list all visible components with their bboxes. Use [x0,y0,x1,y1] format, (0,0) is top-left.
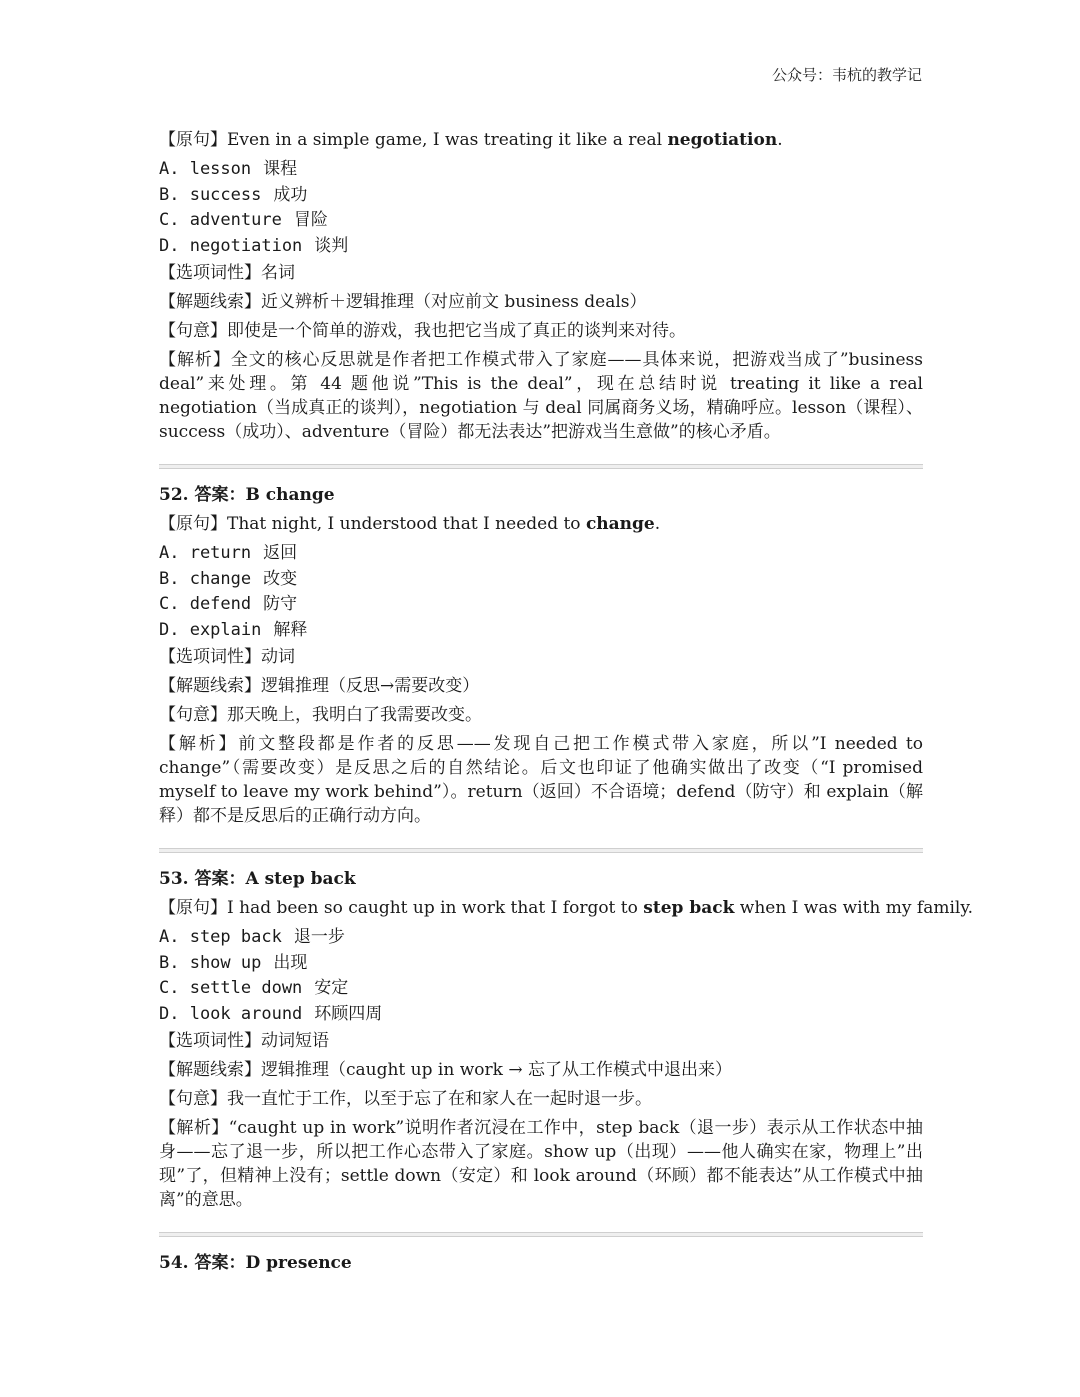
section-divider [159,464,923,469]
section-divider [159,848,923,853]
sentence-meaning: 【句意】那天晚上，我明白了我需要改变。 [159,705,482,725]
option-c: C. adventure 冒险 [159,210,328,230]
option-d: D. look around 环顾四周 [159,1003,383,1024]
option-a: A. return 返回 [159,543,298,563]
original-sentence [159,126,923,155]
document-body [159,126,974,1278]
original-text: 【原句】Even in a simple game, I was treating it like a real [159,130,668,150]
part-of-speech: 【选项词性】名词 [159,263,295,283]
analysis: 【解析】全文的核心反思就是作者把工作模式带入了家庭——具体来说，把游戏当成了”business deal”来处理。第 44 题他说”This is the deal”，现在总结时说 treating it like a real negotiation（当成真正的谈判），negotiation 与 deal 同属商务义场，精确呼应。lesson（课程）、success（成功）、adventure（冒险）都无法表达”把游戏当生意做”的核心矛盾。 [159,350,923,442]
option-d: D. negotiation 谈判 [159,235,349,256]
answer-word: step back [643,898,735,918]
question-51 [159,126,923,444]
answer-word: negotiation [667,130,778,150]
solving-clue: 【解题线索】逻辑推理（caught up in work → 忘了从工作模式中退出来） [159,1060,732,1080]
solving-clue: 【解题线索】近义辨析＋逻辑推理（对应前文 business deals） [159,292,647,312]
sentence-meaning: 【句意】即使是一个简单的游戏，我也把它当成了真正的谈判来对待。 [159,321,686,341]
solving-clue: 【解题线索】逻辑推理（反思→需要改变） [159,676,480,696]
answer-title: 52. 答案：B change [159,485,335,505]
original-sentence [159,894,974,923]
part-of-speech: 【选项词性】动词短语 [159,1031,329,1051]
question-54 [159,1249,923,1278]
part-of-speech: 【选项词性】动词 [159,647,295,667]
original-text-end: . [654,514,661,534]
option-c: C. settle down 安定 [159,978,349,998]
original-text-end: . [777,130,783,150]
original-text: 【原句】That night, I understood that I needed to [159,514,586,534]
question-53 [159,865,974,1212]
answer-title: 53. 答案：A step back [159,869,356,889]
question-52 [159,481,923,828]
option-b: B. change 改变 [159,568,298,589]
section-divider [159,1232,923,1237]
original-text: 【原句】I had been so caught up in work that I forgot to [159,898,644,918]
sentence-meaning: 【句意】我一直忙于工作，以至于忘了在和家人在一起时退一步。 [159,1089,652,1109]
original-text-end: when I was with my family. [734,898,974,918]
option-a: A. step back 退一步 [159,927,345,947]
option-a: A. lesson 课程 [159,159,298,179]
analysis: 【解析】前文整段都是作者的反思——发现自己把工作模式带入家庭，所以”I needed to change”（需要改变）是反思之后的自然结论。后文也印证了他确实做出了改变（“I promised myself to leave my work behind”）。return（返回）不合语境；defend（防守）和 explain（解释）都不是反思后的正确行动方向。 [159,734,923,826]
option-b: B. show up 出现 [159,952,308,973]
option-d: D. explain 解释 [159,619,308,640]
option-b: B. success 成功 [159,184,308,205]
answer-word: change [585,514,655,534]
answer-title: 54. 答案：D presence [159,1253,352,1273]
page-header: 公众号：韦杭的教学记 [771,66,922,84]
original-sentence [159,510,923,539]
analysis: 【解析】“caught up in work”说明作者沉浸在工作中，step back（退一步）表示从工作状态中抽身——忘了退一步，所以把工作心态带入了家庭。show up（出现）——他人确实在家，物理上”出现”了，但精神上没有；settle down（安定）和 look around（环顾）都不能表达”从工作模式中抽离”的意思。 [159,1118,923,1210]
option-c: C. defend 防守 [159,594,298,614]
